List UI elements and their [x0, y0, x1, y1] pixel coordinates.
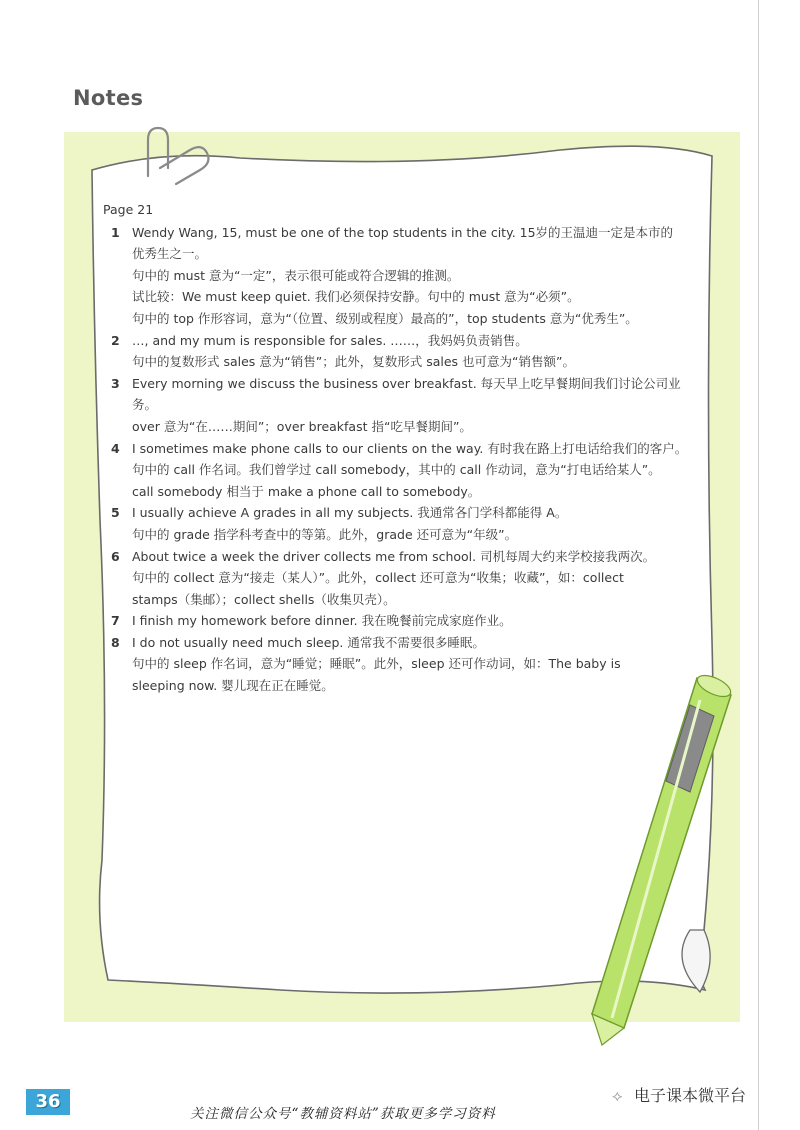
page-number: 36	[35, 1091, 61, 1112]
note-line: 句中的 sleep 作名词，意为“睡觉；睡眠”。此外，sleep 还可作动词，如：The baby is	[132, 656, 621, 672]
note-line: 务。	[132, 397, 158, 413]
note-line: …, and my mum is responsible for sales. ……，我妈妈负责销售。	[132, 332, 528, 348]
notes-content	[103, 199, 715, 697]
page-title: Notes	[73, 86, 144, 110]
note-item	[103, 373, 715, 438]
note-item	[103, 330, 715, 373]
note-number: 6	[111, 548, 120, 564]
note-line: stamps（集邮）；collect shells（收集贝壳）。	[132, 591, 396, 607]
note-line: I do not usually need much sleep. 通常我不需要很多睡眠。	[132, 634, 485, 650]
note-item	[103, 546, 715, 611]
watermark	[612, 1083, 746, 1106]
note-number: 5	[111, 505, 120, 521]
note-line: I finish my homework before dinner. 我在晚餐前完成家庭作业。	[132, 613, 512, 629]
note-line: 句中的 collect 意为“接走（某人）”。此外，collect 还可意为“收集；收藏”，如：collect	[132, 570, 624, 586]
watermark-text: 电子课本微平台	[634, 1086, 747, 1105]
note-line: 优秀生之一。	[132, 246, 208, 262]
note-number: 7	[111, 613, 120, 629]
note-line: 句中的复数形式 sales 意为“销售”；此外，复数形式 sales 也可意为“销售额”。	[132, 354, 575, 370]
note-line: sleeping now. 婴儿现在正在睡觉。	[132, 678, 334, 694]
note-line: 句中的 must 意为“一定”，表示很可能或符合逻辑的推测。	[132, 267, 460, 283]
note-line: I sometimes make phone calls to our clients on the way. 有时我在路上打电话给我们的客户。	[132, 440, 688, 456]
note-line: Wendy Wang, 15, must be one of the top students in the city. 15岁的王温迪一定是本市的	[132, 224, 674, 240]
note-number: 3	[111, 375, 120, 391]
note-item	[103, 438, 715, 503]
note-item	[103, 502, 715, 545]
note-line: 句中的 call 作名词。我们曾学过 call somebody，其中的 call 作动词，意为“打电话给某人”。	[132, 462, 661, 478]
note-number: 8	[111, 634, 120, 650]
note-line: 句中的 top 作形容词，意为“（位置、级别或程度）最高的”，top students 意为“优秀生”。	[132, 310, 638, 326]
note-number: 2	[111, 332, 120, 348]
note-item	[103, 610, 715, 632]
note-line: call somebody 相当于 make a phone call to somebody。	[132, 483, 481, 499]
note-line: I usually achieve A grades in all my subjects. 我通常各门学科都能得 A。	[132, 505, 568, 521]
note-number: 1	[111, 224, 120, 240]
note-line: About twice a week the driver collects me from school. 司机每周大约来学校接我两次。	[132, 548, 656, 564]
note-line: over 意为“在……期间”；over breakfast 指“吃早餐期间”。	[132, 418, 472, 434]
note-line: 试比较：We must keep quiet. 我们必须保持安静。句中的 must 意为“必须”。	[132, 289, 580, 305]
note-item	[103, 222, 715, 330]
page-reference-label: Page 21	[103, 202, 154, 217]
wechat-icon: ⟡	[612, 1086, 623, 1105]
note-item	[103, 632, 715, 697]
note-number: 4	[111, 440, 120, 456]
footer-note: 关注微信公众号“教辅资料站”获取更多学习资料	[190, 1106, 496, 1122]
note-line: 句中的 grade 指学科考查中的等第。此外，grade 还可意为“年级”。	[132, 526, 518, 542]
note-line: Every morning we discuss the business over breakfast. 每天早上吃早餐期间我们讨论公司业	[132, 375, 681, 391]
